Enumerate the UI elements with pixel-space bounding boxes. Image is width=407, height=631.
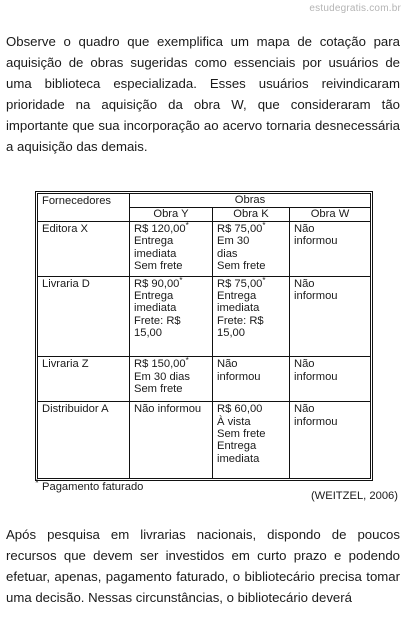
- quote-cell-text: R$ 60,00: [217, 403, 263, 416]
- quote-cell-line: [294, 235, 366, 247]
- quote-cell-line: [294, 358, 366, 370]
- quote-cell-text: R$ 150,00: [134, 358, 186, 371]
- quote-cell-text: imediata: [217, 302, 260, 315]
- quote-cell-text: R$ 120,00: [134, 223, 186, 235]
- quote-cell: [130, 402, 213, 479]
- quote-cell-line: [294, 416, 366, 428]
- quote-cell-text: informou: [217, 370, 261, 383]
- quote-cell-text: informou: [294, 235, 338, 248]
- table-row: [38, 357, 371, 402]
- quote-cell-line: [134, 403, 208, 415]
- quote-cell-line: [134, 371, 208, 383]
- quote-cell-text: Entrega: [134, 235, 174, 248]
- quote-cell: [290, 222, 371, 277]
- quote-cell-text: 15,00: [217, 326, 245, 339]
- quote-cell-line: [217, 440, 285, 452]
- quote-cell: [213, 276, 290, 357]
- quotation-table-frame: [35, 191, 373, 481]
- quote-cell-line: [217, 358, 285, 370]
- quote-cell-text: informou: [294, 289, 338, 302]
- quote-cell-text: imediata: [217, 452, 260, 465]
- quote-cell-text: imediata: [134, 247, 177, 260]
- header-suppliers: Fornecedores: [38, 194, 130, 222]
- quote-cell-line: [217, 235, 285, 247]
- quote-cell-line: [294, 371, 366, 383]
- supplier-name: Livraria Z: [38, 357, 130, 402]
- quote-cell-line: [217, 371, 285, 383]
- site-watermark: estudegratis.com.br: [309, 3, 401, 14]
- quote-cell-line: [217, 428, 285, 440]
- quote-cell-line: [294, 223, 366, 235]
- supplier-name: Livraria D: [38, 276, 130, 357]
- quote-cell-line: [217, 416, 285, 428]
- quote-cell-line: [134, 358, 208, 370]
- quote-cell: [290, 276, 371, 357]
- quote-cell-text: Entrega: [217, 440, 257, 453]
- quote-cell-line: [217, 453, 285, 465]
- quote-cell-line: [217, 260, 285, 272]
- quote-cell-line: [217, 315, 285, 327]
- quote-cell-text: Frete: R$ 15,00: [134, 314, 181, 339]
- header-obra-k: Obra K: [213, 208, 290, 222]
- supplier-name: Editora X: [38, 222, 130, 277]
- quote-cell-line: [217, 223, 285, 235]
- supplier-name: Distribuidor A: [38, 402, 130, 479]
- quote-cell: [213, 357, 290, 402]
- quote-cell-line: [134, 290, 208, 302]
- quote-cell-line: [217, 302, 285, 314]
- quote-cell-text: Sem frete: [134, 259, 183, 272]
- quote-cell: [290, 357, 371, 402]
- header-obras-group: Obras: [130, 194, 371, 208]
- quote-cell-line: [134, 315, 208, 340]
- faturado-asterisk: *: [262, 221, 266, 230]
- quotation-table: [37, 193, 371, 479]
- footnote-asterisk: *: [35, 478, 39, 489]
- quote-cell-line: [217, 290, 285, 302]
- quote-cell-line: [217, 248, 285, 260]
- quote-cell-text: Sem frete: [217, 259, 266, 272]
- quote-cell-line: [134, 302, 208, 314]
- quote-cell-line: [134, 383, 208, 395]
- quote-cell-line: [217, 275, 285, 290]
- quote-cell-text: Em 30 dias: [134, 370, 190, 383]
- quote-cell-text: Frete: R$: [217, 314, 264, 327]
- quote-cell-text: Não: [294, 358, 315, 371]
- quote-cell-text: Em 30: [217, 235, 250, 248]
- footnote-text: Pagamento faturado: [42, 481, 144, 493]
- quote-cell-line: [294, 290, 366, 302]
- faturado-asterisk: *: [185, 356, 189, 366]
- question-intro-text: Observe o quadro que exemplifica um mapa de cotação para aquisição de obras sugeridas como essenciais por usuários de uma biblioteca especializada. Esses usuários reivindicaram prioridade na aquisição da obra W, que consideraram tão importante que sua incorporação ao acervo tornaria desnecessária a aquisição das demais.: [6, 34, 400, 154]
- question-closing-text: Após pesquisa em livrarias nacionais, dispondo de poucos recursos que devem ser investidos em curto prazo e podendo efetuar, apenas, pagamento faturado, o bibliotecário precisa tomar uma decisão. Nessas circunstâncias, o bibliotecário deverá: [6, 527, 400, 605]
- table-source-citation: (WEITZEL, 2006): [310, 490, 398, 502]
- quote-cell-text: Entrega: [134, 289, 174, 302]
- quote-cell-text: imediata: [134, 302, 177, 315]
- quote-cell: [130, 222, 213, 277]
- quote-cell-text: informou: [294, 415, 338, 428]
- quote-cell-text: Não informou: [134, 403, 202, 416]
- quote-cell: [130, 357, 213, 402]
- quote-cell-line: [217, 327, 285, 339]
- quote-cell-text: Não: [217, 358, 238, 371]
- quote-cell-line: [217, 403, 285, 415]
- quote-cell: [213, 222, 290, 277]
- table-row: [38, 222, 371, 277]
- quote-cell-text: Não: [294, 223, 315, 235]
- table-footnote: [35, 478, 144, 493]
- quote-cell: [213, 402, 290, 479]
- faturado-asterisk: *: [185, 221, 189, 230]
- table-row: [38, 276, 371, 357]
- quote-cell-line: [294, 403, 366, 415]
- header-obra-y: Obra Y: [130, 208, 213, 222]
- quote-cell-line: [134, 223, 208, 235]
- quote-cell-text: Não: [294, 403, 315, 416]
- table-header-row: [38, 194, 371, 208]
- quote-cell-text: Sem frete: [134, 382, 183, 395]
- quote-cell-line: [134, 248, 208, 260]
- quote-cell-text: À vista: [217, 415, 251, 428]
- quote-cell-text: Sem frete: [217, 428, 266, 441]
- table-row: [38, 402, 371, 479]
- quote-cell-line: [134, 275, 208, 290]
- quote-cell-text: Não: [294, 277, 315, 290]
- quote-cell-text: informou: [294, 370, 338, 383]
- quote-cell-text: dias: [217, 247, 238, 260]
- quote-cell-line: [294, 278, 366, 290]
- quote-cell: [130, 276, 213, 357]
- quote-cell-text: R$ 75,00: [217, 223, 263, 235]
- faturado-asterisk: *: [262, 275, 266, 285]
- quote-cell-line: [134, 260, 208, 272]
- quote-cell-text: Entrega: [217, 289, 257, 302]
- header-obra-w: Obra W: [290, 208, 371, 222]
- quote-cell: [290, 402, 371, 479]
- quote-cell-line: [134, 235, 208, 247]
- quote-cell-text: R$ 90,00: [134, 277, 180, 290]
- quote-cell-text: R$ 75,00: [217, 277, 263, 290]
- faturado-asterisk: *: [179, 275, 183, 285]
